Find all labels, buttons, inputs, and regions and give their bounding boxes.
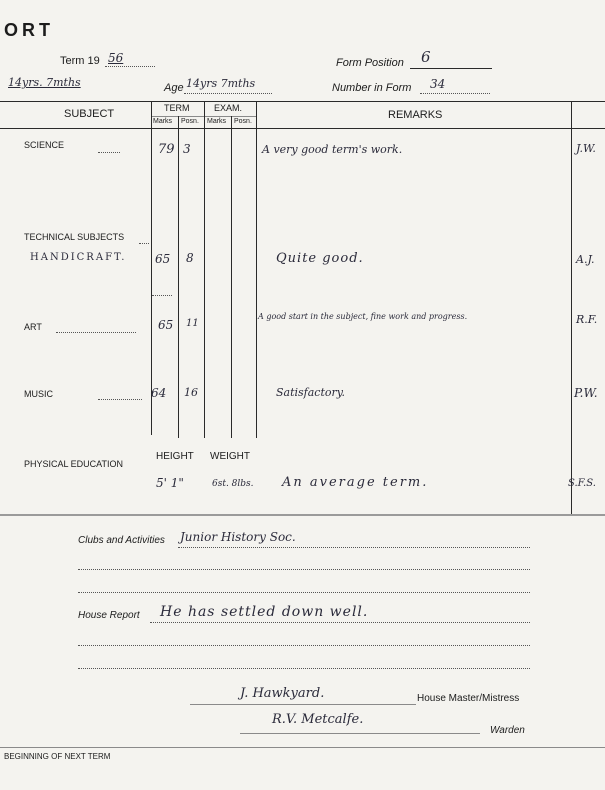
technical-marks: 65 xyxy=(155,252,171,266)
page-fold-line xyxy=(0,514,605,516)
weight-value: 6st. 8lbs. xyxy=(212,479,254,489)
number-in-form-label: Number in Form xyxy=(332,82,412,94)
term-year: 56 xyxy=(108,51,124,65)
house-master-label: House Master/Mistress xyxy=(417,693,520,704)
table-top-border xyxy=(0,101,605,102)
technical-marks-dots xyxy=(152,295,172,296)
age-line xyxy=(184,93,272,94)
science-posn: 3 xyxy=(183,142,191,156)
col-divider-term-marks xyxy=(178,116,179,438)
music-initials: P.W. xyxy=(574,386,598,400)
subject-art-leader xyxy=(56,332,136,333)
table-header-border xyxy=(0,128,605,129)
art-marks: 65 xyxy=(158,318,174,332)
technical-initials: A.J. xyxy=(576,253,595,266)
form-position-line xyxy=(410,68,492,69)
report-title: ORT xyxy=(4,20,54,40)
number-in-form-line xyxy=(420,93,490,94)
technical-detail: HANDICRAFT. xyxy=(30,252,127,263)
art-initials: R.F. xyxy=(576,313,598,326)
subject-science-label: SCIENCE xyxy=(24,140,65,150)
col-divider-subject xyxy=(151,101,152,435)
term-year-line xyxy=(105,66,155,67)
technical-posn: 8 xyxy=(186,251,194,265)
music-marks: 64 xyxy=(151,386,167,400)
exam-header: EXAM. xyxy=(214,103,243,113)
warden-signature: R.V. Metcalfe. xyxy=(272,712,364,727)
physical-education-label: PHYSICAL EDUCATION xyxy=(24,459,124,469)
house-report-line-3 xyxy=(78,668,530,669)
art-posn: 11 xyxy=(186,318,199,329)
house-report-value: He has settled down well. xyxy=(160,604,369,620)
science-remark: A very good term's work. xyxy=(262,143,403,156)
age-prefix-hand: 14yrs. 7mths xyxy=(8,76,81,89)
subject-science-leader xyxy=(98,152,120,153)
age-value: 14yrs 7mths xyxy=(186,77,256,90)
weight-label: WEIGHT xyxy=(210,451,250,462)
term-marks-header: Marks xyxy=(153,118,173,125)
pe-remark: An average term. xyxy=(282,475,429,490)
height-label: HEIGHT xyxy=(156,451,194,462)
clubs-line-2 xyxy=(78,569,530,570)
subject-music-leader xyxy=(98,399,142,400)
subject-music-label: MUSIC xyxy=(24,389,53,399)
subject-art-label: ART xyxy=(24,322,42,332)
term-posn-header: Posn. xyxy=(181,118,199,125)
term-header: TERM xyxy=(164,103,190,113)
music-remark: Satisfactory. xyxy=(276,386,346,399)
col-divider-exam-marks xyxy=(231,116,232,438)
form-position-value: 6 xyxy=(421,48,431,66)
subject-technical-leader xyxy=(139,243,149,244)
exam-posn-header: Posn. xyxy=(234,118,252,125)
house-report-label: House Report xyxy=(78,610,140,621)
subject-technical-label: TECHNICAL SUBJECTS xyxy=(24,232,125,242)
technical-remark: Quite good. xyxy=(276,251,364,266)
bottom-border xyxy=(0,747,605,748)
clubs-value: Junior History Soc. xyxy=(180,530,296,544)
form-position-label: Form Position xyxy=(336,57,404,69)
art-remark: A good start in the subject, fine work and progress. xyxy=(258,312,468,321)
clubs-line-1 xyxy=(178,547,530,548)
warden-label: Warden xyxy=(490,725,525,736)
age-label: Age xyxy=(164,82,184,94)
clubs-line-3 xyxy=(78,592,530,593)
col-divider-initials xyxy=(571,101,572,514)
height-value: 5' 1" xyxy=(156,476,184,490)
music-posn: 16 xyxy=(184,386,198,399)
science-marks: 79 xyxy=(158,142,175,157)
house-master-line xyxy=(190,704,416,705)
number-in-form-value: 34 xyxy=(430,77,446,91)
house-master-signature: J. Hawkyard. xyxy=(240,686,325,701)
warden-line xyxy=(240,733,480,734)
house-report-line-1 xyxy=(150,622,530,623)
clubs-label: Clubs and Activities xyxy=(78,535,165,546)
subject-header: SUBJECT xyxy=(64,108,115,120)
science-initials: J.W. xyxy=(576,142,596,155)
next-term-label: BEGINNING OF NEXT TERM xyxy=(4,752,111,761)
col-divider-term-exam xyxy=(204,101,205,438)
term-label: Term 19 xyxy=(60,55,100,67)
col-divider-remarks xyxy=(256,101,257,438)
house-report-line-2 xyxy=(78,645,530,646)
pe-initials: S.F.S. xyxy=(568,478,596,489)
exam-marks-header: Marks xyxy=(207,118,227,125)
remarks-header: REMARKS xyxy=(388,109,443,121)
